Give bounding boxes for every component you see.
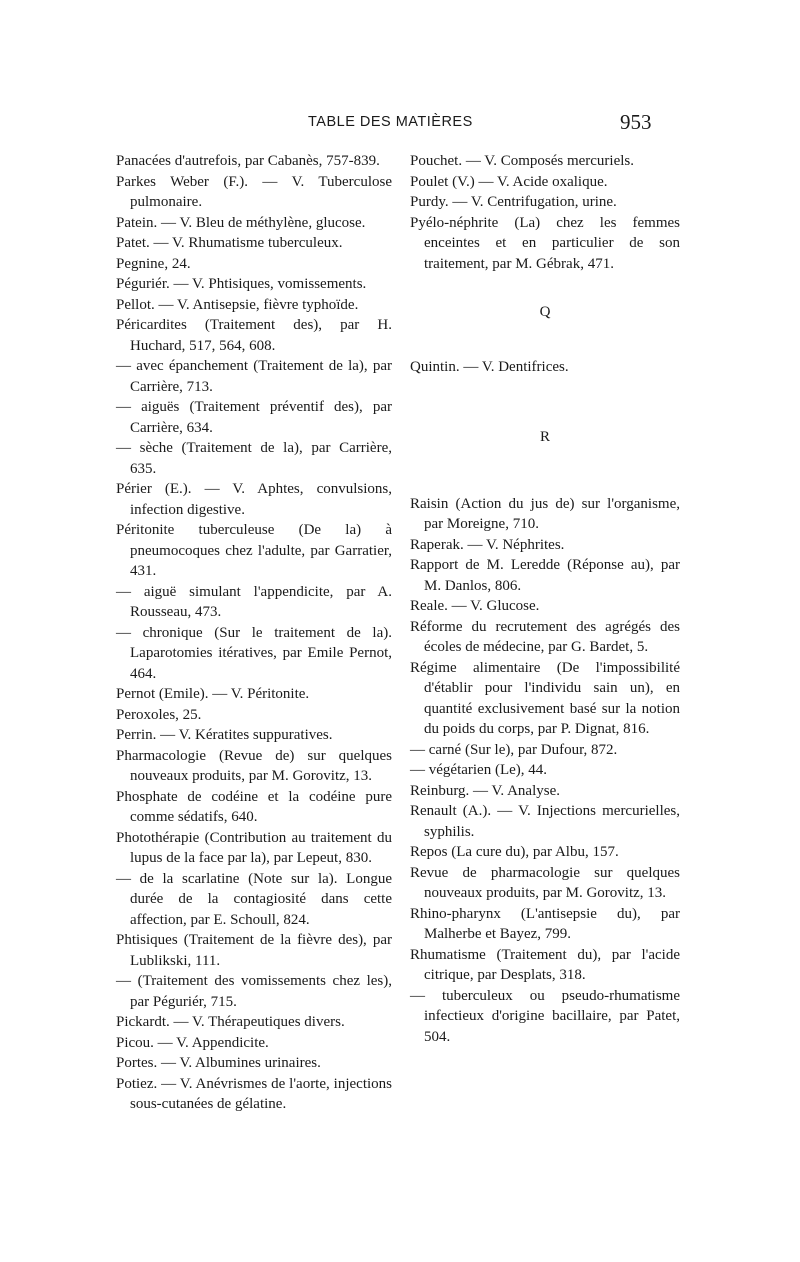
- index-entry: Purdy. — V. Centrifugation, urine.: [410, 194, 617, 210]
- index-entry: Pickardt. — V. Thérapeutiques divers.: [116, 1014, 345, 1030]
- index-entry: Péguriér. — V. Phtisiques, vomissements.: [116, 276, 367, 292]
- index-entry: Reinburg. — V. Analyse.: [410, 782, 561, 799]
- index-entry: Pernot (Emile). — V. Péritonite.: [116, 686, 310, 702]
- index-entry: Rhumatisme (Traitement du), par l'acide citrique, par Desplats, 318.: [410, 946, 680, 983]
- index-entry: Picou. — V. Appendicite.: [116, 1034, 269, 1051]
- index-entry: Périer (E.). — V. Aphtes, convulsions, infection digestive.: [116, 481, 392, 518]
- index-entry: — (Traitement des vomissements chez les), par Péguriér, 715.: [116, 973, 392, 1010]
- running-title: TABLE DES MATIÈRES: [308, 114, 473, 130]
- right-column: [410, 151, 680, 1047]
- index-entry: Repos (La cure du), par Albu, 157.: [410, 844, 619, 860]
- index-entry: Peroxoles, 25.: [116, 706, 202, 723]
- index-entry: Parkes Weber (F.). — V. Tuberculose pulmonaire.: [116, 173, 392, 210]
- index-entry: — avec épanchement (Traitement de la), par Carrière, 713.: [116, 358, 392, 395]
- index-entry: Péricardites (Traitement des), par H. Huchard, 517, 564, 608.: [116, 317, 392, 354]
- index-entry: Quintin. — V. Dentifrices.: [410, 358, 569, 375]
- index-entry: Raperak. — V. Néphrites.: [410, 536, 565, 553]
- index-entry: Phtisiques (Traitement de la fièvre des), par Lublikski, 111.: [116, 932, 392, 969]
- index-entry: Réforme du recrutement des agrégés des écoles de médecine, par G. Bardet, 5.: [410, 618, 680, 655]
- page-number: 953: [620, 110, 652, 134]
- index-entry: — carné (Sur le), par Dufour, 872.: [410, 741, 618, 758]
- index-entry: Raisin (Action du jus de) sur l'organisme, par Moreigne, 710.: [410, 495, 680, 532]
- index-entry: — de la scarlatine (Note sur la). Longue durée de la contagiosité dans cette affection, par E. Schoull, 824.: [116, 870, 392, 928]
- index-entry: Panacées d'autrefois, par Cabanès, 757-839.: [116, 153, 380, 169]
- index-entry: Perrin. — V. Kératites suppuratives.: [116, 727, 333, 743]
- section-letter-r: R: [539, 429, 550, 445]
- index-entry: Photothérapie (Contribution au traitement du lupus de la face par la), par Lepeut, 830.: [116, 829, 392, 866]
- section-letter-q: Q: [539, 304, 551, 320]
- index-entry: — aiguës (Traitement préventif des), par Carrière, 634.: [116, 399, 392, 436]
- index-entry: Pellot. — V. Antisepsie, fièvre typhoïde.: [116, 296, 359, 313]
- index-entry: Reale. — V. Glucose.: [410, 598, 540, 614]
- index-entry: Poulet (V.) — V. Acide oxalique.: [410, 173, 608, 190]
- left-column: [116, 151, 392, 1115]
- index-entry: Rhino-pharynx (L'antisepsie du), par Malherbe et Bayez, 799.: [410, 905, 680, 942]
- index-entry: Rapport de M. Leredde (Réponse au), par M. Danlos, 806.: [410, 557, 680, 594]
- index-entry: — végétarien (Le), 44.: [410, 762, 548, 778]
- index-entry: Patet. — V. Rhumatisme tuberculeux.: [116, 235, 343, 251]
- index-entry: Pouchet. — V. Composés mercuriels.: [410, 153, 635, 169]
- index-entry: Portes. — V. Albumines urinaires.: [116, 1055, 321, 1071]
- index-entry: — aiguë simulant l'appendicite, par A. Rousseau, 473.: [116, 583, 392, 620]
- index-entry: Régime alimentaire (De l'impossibilité d'établir pour l'individu sain un), en quantité exclusivement basé sur la notion du poids du corps, par P. Dignat, 816.: [410, 659, 680, 737]
- index-entry: Potiez. — V. Anévrismes de l'aorte, injections sous-cutanées de gélatine.: [116, 1075, 392, 1112]
- index-entry: Pyélo-néphrite (La) chez les femmes enceintes et en particulier de son traitement, par M. Gébrak, 471.: [410, 214, 680, 272]
- page-header: [0, 110, 800, 144]
- index-entry: — sèche (Traitement de la), par Carrière, 635.: [116, 440, 392, 477]
- index-entry: Péritonite tuberculeuse (De la) à pneumocoques chez l'adulte, par Garratier, 431.: [116, 522, 392, 579]
- index-entry: — chronique (Sur le traitement de la). Laparotomies itératives, par Emile Pernot, 464.: [116, 624, 392, 682]
- index-entry: Revue de pharmacologie sur quelques nouveaux produits, par M. Gorovitz, 13.: [410, 864, 680, 901]
- index-entry: Pharmacologie (Revue de) sur quelques nouveaux produits, par M. Gorovitz, 13.: [116, 747, 392, 784]
- index-entry: — tuberculeux ou pseudo-rhumatisme infectieux d'origine bacillaire, par Patet, 504.: [410, 987, 680, 1045]
- index-entry: Patein. — V. Bleu de méthylène, glucose.: [116, 214, 366, 231]
- index-entry: Phosphate de codéine et la codéine pure comme sédatifs, 640.: [116, 788, 392, 825]
- index-entry: Renault (A.). — V. Injections mercurielles, syphilis.: [410, 803, 680, 840]
- index-entry: Pegnine, 24.: [116, 255, 191, 272]
